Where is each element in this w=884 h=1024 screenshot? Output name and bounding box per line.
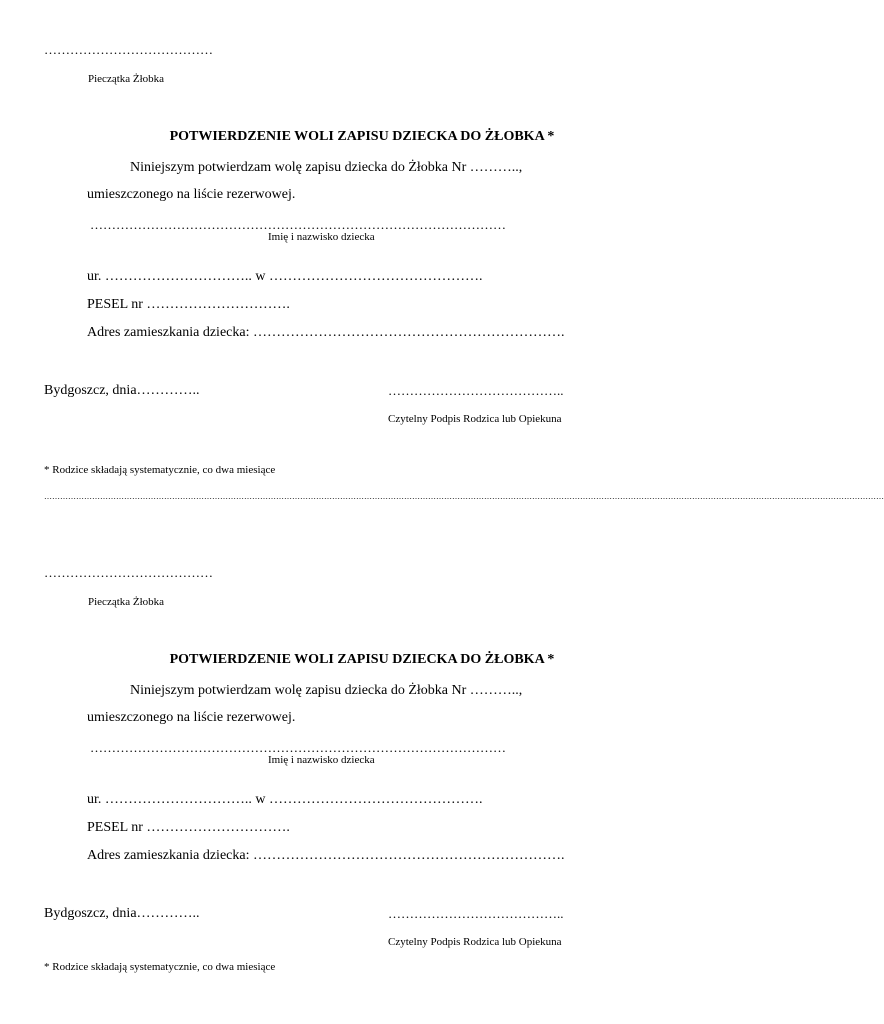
- stamp-line: …………………………………: [44, 565, 213, 580]
- child-name-label: Imię i nazwisko dziecka: [268, 754, 375, 766]
- intro-text: Niniejszym potwierdzam wolę zapisu dziecka do Żłobka Nr ………..,: [130, 683, 523, 698]
- stamp-label: Pieczątka Żłobka: [88, 596, 165, 608]
- signature-line: …………………………………..: [388, 383, 564, 398]
- birth-field: ur. ………………………….. w ……………………………………….: [87, 269, 483, 284]
- address-field: Adres zamieszkania dziecka: ………………………………………………………….: [87, 848, 565, 863]
- child-name-label: Imię i nazwisko dziecka: [268, 231, 375, 243]
- pesel-field: PESEL nr ………………………….: [87, 297, 290, 312]
- city-date-field: Bydgoszcz, dnia…………..: [44, 906, 200, 921]
- cut-separator: ………………………………………………………………………………………………………………………………………………………………………………………………………………………………………………………………………………………: [44, 492, 884, 501]
- city-date-field: Bydgoszcz, dnia…………..: [44, 383, 200, 398]
- stamp-line: …………………………………: [44, 42, 213, 57]
- intro-text: Niniejszym potwierdzam wolę zapisu dziecka do Żłobka Nr ………..,: [130, 160, 523, 175]
- signature-label: Czytelny Podpis Rodzica lub Opiekuna: [388, 413, 562, 425]
- footnote: * Rodzice składają systematycznie, co dwa miesiące: [44, 464, 276, 476]
- form-title: POTWIERDZENIE WOLI ZAPISU DZIECKA DO ŻŁOBKA *: [169, 652, 555, 667]
- birth-field: ur. ………………………….. w ……………………………………….: [87, 792, 483, 807]
- form-title: POTWIERDZENIE WOLI ZAPISU DZIECKA DO ŻŁOBKA *: [169, 129, 555, 144]
- form-copy-2: [0, 523, 724, 1023]
- child-name-line: ……………………………………………………………………………………: [90, 217, 506, 232]
- signature-line: …………………………………..: [388, 906, 564, 921]
- form-copy-1: [0, 0, 884, 501]
- address-field: Adres zamieszkania dziecka: ………………………………………………………….: [87, 325, 565, 340]
- child-name-line: ……………………………………………………………………………………: [90, 740, 506, 755]
- reserve-list-text: umieszczonego na liście rezerwowej.: [87, 710, 296, 725]
- pesel-field: PESEL nr ………………………….: [87, 820, 290, 835]
- signature-label: Czytelny Podpis Rodzica lub Opiekuna: [388, 936, 562, 948]
- stamp-label: Pieczątka Żłobka: [88, 73, 165, 85]
- footnote: * Rodzice składają systematycznie, co dwa miesiące: [44, 961, 276, 973]
- reserve-list-text: umieszczonego na liście rezerwowej.: [87, 187, 296, 202]
